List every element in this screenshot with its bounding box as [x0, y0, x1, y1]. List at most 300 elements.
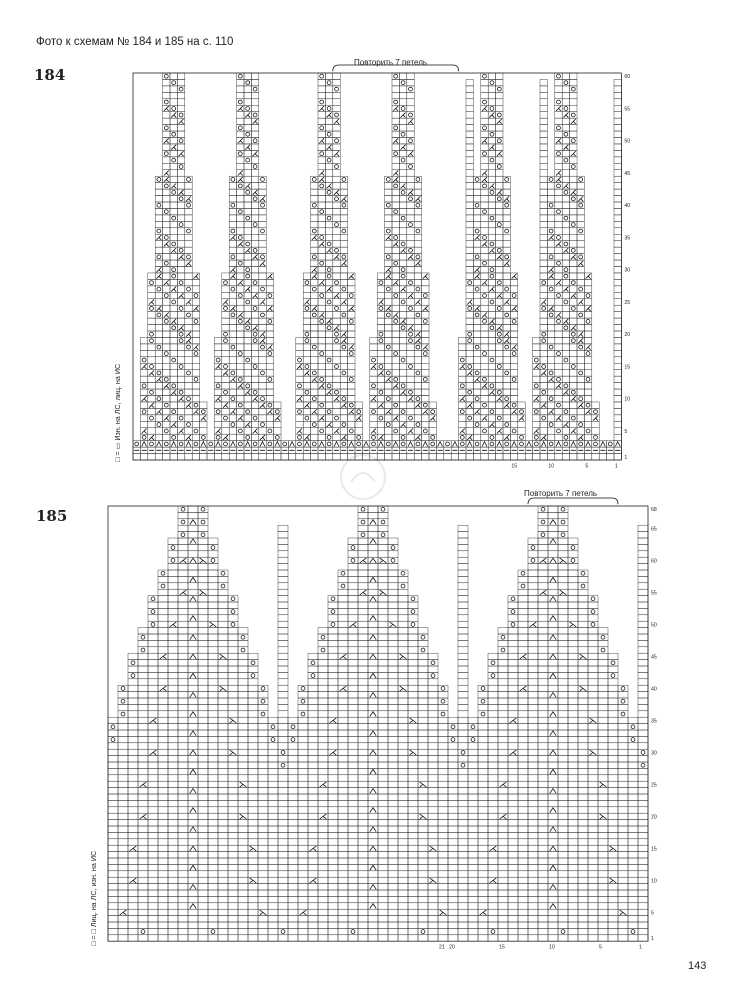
- double-decrease-icon: [550, 558, 556, 562]
- ssk-icon: [250, 846, 256, 850]
- chart-185-row-numbers: [651, 507, 657, 942]
- yarn-over-icon: [591, 610, 595, 614]
- chart-185-row-number: 65: [651, 526, 657, 533]
- double-decrease-icon: [550, 597, 556, 601]
- yarn-over-icon: [581, 584, 585, 588]
- yarn-over-icon: [411, 622, 415, 626]
- ssk-icon: [440, 910, 446, 914]
- double-decrease-icon: [370, 520, 376, 524]
- double-decrease-icon: [190, 808, 196, 812]
- k2tog-icon: [150, 750, 156, 754]
- k2tog-icon: [180, 590, 186, 594]
- yarn-over-icon: [561, 533, 565, 537]
- ssk-icon: [400, 686, 406, 690]
- yarn-over-icon: [351, 558, 355, 562]
- yarn-over-icon: [511, 597, 515, 601]
- yarn-over-icon: [631, 930, 635, 934]
- k2tog-icon: [170, 622, 176, 626]
- ssk-icon: [570, 622, 576, 626]
- double-decrease-icon: [190, 673, 196, 677]
- k2tog-icon: [360, 558, 366, 562]
- double-decrease-icon: [370, 673, 376, 677]
- chart-184-row-number: 10: [624, 396, 631, 403]
- yarn-over-icon: [141, 648, 145, 652]
- ssk-icon: [410, 718, 416, 722]
- yarn-over-icon: [541, 520, 545, 524]
- yarn-over-icon: [611, 661, 615, 665]
- chart-184-number: 184: [34, 66, 66, 84]
- yarn-over-icon: [641, 750, 645, 754]
- yarn-over-icon: [621, 699, 625, 703]
- ssk-icon: [230, 750, 236, 754]
- chart-185-row-number: 50: [651, 622, 657, 629]
- k2tog-icon: [330, 750, 336, 754]
- double-decrease-icon: [550, 520, 556, 524]
- yarn-over-icon: [331, 610, 335, 614]
- chart-184-row-number: 25: [624, 299, 631, 306]
- double-decrease-icon: [190, 731, 196, 735]
- yarn-over-icon: [161, 571, 165, 575]
- yarn-over-icon: [311, 674, 315, 678]
- ssk-icon: [580, 654, 586, 658]
- yarn-over-icon: [411, 610, 415, 614]
- k2tog-icon: [130, 878, 136, 882]
- double-decrease-icon: [190, 693, 196, 697]
- ssk-icon: [620, 910, 626, 914]
- ssk-icon: [420, 814, 426, 818]
- yarn-over-icon: [421, 635, 425, 639]
- yarn-over-icon: [641, 763, 645, 767]
- yarn-over-icon: [561, 520, 565, 524]
- double-decrease-icon: [190, 635, 196, 639]
- page-header: Фото к схемам № 184 и 185 на с. 110: [36, 36, 234, 48]
- k2tog-icon: [160, 686, 166, 690]
- ssk-icon: [380, 558, 386, 562]
- yarn-over-icon: [621, 686, 625, 690]
- yarn-over-icon: [391, 546, 395, 550]
- k2tog-icon: [140, 814, 146, 818]
- chart-184-column-number: 10: [548, 463, 555, 470]
- yarn-over-icon: [401, 584, 405, 588]
- double-decrease-icon: [190, 712, 196, 716]
- chart-184-row-number: 35: [624, 235, 631, 242]
- ssk-icon: [260, 910, 266, 914]
- yarn-over-icon: [591, 622, 595, 626]
- double-decrease-icon: [550, 885, 556, 889]
- double-decrease-icon: [550, 904, 556, 908]
- yarn-over-icon: [481, 699, 485, 703]
- yarn-over-icon: [251, 661, 255, 665]
- yarn-over-icon: [271, 738, 275, 742]
- yarn-over-icon: [341, 584, 345, 588]
- ssk-icon: [410, 750, 416, 754]
- yarn-over-icon: [321, 648, 325, 652]
- double-decrease-icon: [190, 654, 196, 658]
- yarn-over-icon: [151, 597, 155, 601]
- double-decrease-icon: [370, 789, 376, 793]
- yarn-over-icon: [341, 571, 345, 575]
- page-number: 143: [688, 960, 707, 972]
- yarn-over-icon: [611, 674, 615, 678]
- double-decrease-icon: [370, 769, 376, 773]
- chart-185-column-number: 15: [499, 944, 505, 951]
- double-decrease-icon: [550, 577, 556, 581]
- yarn-over-icon: [461, 763, 465, 767]
- chart-185-cells: [108, 506, 648, 941]
- yarn-over-icon: [131, 661, 135, 665]
- k2tog-icon: [480, 910, 486, 914]
- double-decrease-icon: [190, 789, 196, 793]
- chart-184-row-number: 50: [624, 138, 631, 145]
- yarn-over-icon: [301, 686, 305, 690]
- double-decrease-icon: [550, 654, 556, 658]
- chart-185-row-number: 20: [651, 814, 657, 821]
- yarn-over-icon: [131, 674, 135, 678]
- k2tog-icon: [130, 846, 136, 850]
- ssk-icon: [200, 590, 206, 594]
- chart-184-repeat-label: Повторить 7 петель: [354, 58, 428, 67]
- yarn-over-icon: [291, 725, 295, 729]
- yarn-over-icon: [381, 533, 385, 537]
- yarn-over-icon: [461, 750, 465, 754]
- k2tog-icon: [540, 590, 546, 594]
- double-decrease-icon: [370, 539, 376, 543]
- yarn-over-icon: [351, 546, 355, 550]
- k2tog-icon: [330, 718, 336, 722]
- yarn-over-icon: [471, 738, 475, 742]
- double-decrease-icon: [190, 865, 196, 869]
- yarn-over-icon: [121, 686, 125, 690]
- yarn-over-icon: [181, 507, 185, 511]
- yarn-over-icon: [281, 750, 285, 754]
- k2tog-icon: [140, 782, 146, 786]
- k2tog-icon: [510, 718, 516, 722]
- chart-184-row-number: 30: [624, 267, 631, 274]
- yarn-over-icon: [531, 546, 535, 550]
- yarn-over-icon: [321, 635, 325, 639]
- chart-185-column-number: 10: [549, 944, 555, 951]
- double-decrease-icon: [370, 712, 376, 716]
- chart-184-row-number: 40: [624, 203, 631, 210]
- yarn-over-icon: [261, 699, 265, 703]
- yarn-over-icon: [531, 558, 535, 562]
- double-decrease-icon: [550, 712, 556, 716]
- yarn-over-icon: [361, 533, 365, 537]
- chart-184-row-number: 5: [624, 428, 628, 435]
- yarn-over-icon: [231, 597, 235, 601]
- yarn-over-icon: [631, 725, 635, 729]
- double-decrease-icon: [370, 693, 376, 697]
- ssk-icon: [580, 686, 586, 690]
- k2tog-icon: [150, 718, 156, 722]
- ssk-icon: [380, 590, 386, 594]
- k2tog-icon: [490, 846, 496, 850]
- yarn-over-icon: [581, 571, 585, 575]
- k2tog-icon: [340, 654, 346, 658]
- yarn-over-icon: [501, 648, 505, 652]
- yarn-over-icon: [291, 738, 295, 742]
- chart-184-column-number: 5: [585, 463, 589, 470]
- yarn-over-icon: [491, 930, 495, 934]
- yarn-over-icon: [601, 648, 605, 652]
- ssk-icon: [560, 590, 566, 594]
- yarn-over-icon: [631, 738, 635, 742]
- k2tog-icon: [320, 814, 326, 818]
- double-decrease-icon: [190, 846, 196, 850]
- double-decrease-icon: [370, 865, 376, 869]
- chart-184-row-number: 20: [624, 332, 631, 339]
- double-decrease-icon: [370, 635, 376, 639]
- k2tog-icon: [360, 590, 366, 594]
- chart-185-column-number: 5: [599, 944, 602, 951]
- yarn-over-icon: [621, 712, 625, 716]
- yarn-over-icon: [511, 622, 515, 626]
- ssk-icon: [390, 622, 396, 626]
- yarn-over-icon: [441, 699, 445, 703]
- yarn-over-icon: [361, 507, 365, 511]
- chart-185-row-number: 35: [651, 718, 657, 725]
- double-decrease-icon: [370, 904, 376, 908]
- yarn-over-icon: [511, 610, 515, 614]
- k2tog-icon: [160, 654, 166, 658]
- chart-185-repeat-bracket: [528, 498, 618, 504]
- chart-184-row-number: 1: [624, 454, 628, 461]
- yarn-over-icon: [211, 930, 215, 934]
- chart-185-row-number: 55: [651, 590, 657, 597]
- yarn-over-icon: [171, 546, 175, 550]
- chart-185-row-number: 1: [651, 936, 654, 942]
- k2tog-icon: [310, 878, 316, 882]
- ssk-icon: [230, 718, 236, 722]
- yarn-over-icon: [601, 635, 605, 639]
- ssk-icon: [220, 686, 226, 690]
- chart-185-number: 185: [36, 507, 68, 525]
- chart-185-repeat-label: Повторить 7 петель: [524, 489, 598, 498]
- yarn-over-icon: [441, 712, 445, 716]
- k2tog-icon: [310, 846, 316, 850]
- yarn-over-icon: [471, 725, 475, 729]
- double-decrease-icon: [370, 750, 376, 754]
- yarn-over-icon: [421, 648, 425, 652]
- chart-184-legend-text: □ = ▭ Изн. на ЛС, лиц. на ИС: [113, 363, 122, 462]
- yarn-over-icon: [111, 738, 115, 742]
- chart-185-column-number: 21: [439, 944, 445, 951]
- ssk-icon: [200, 558, 206, 562]
- yarn-over-icon: [411, 597, 415, 601]
- k2tog-icon: [490, 878, 496, 882]
- double-decrease-icon: [190, 520, 196, 524]
- k2tog-icon: [320, 782, 326, 786]
- double-decrease-icon: [190, 885, 196, 889]
- yarn-over-icon: [441, 686, 445, 690]
- double-decrease-icon: [190, 558, 196, 562]
- yarn-over-icon: [381, 520, 385, 524]
- k2tog-icon: [540, 558, 546, 562]
- yarn-over-icon: [401, 571, 405, 575]
- yarn-over-icon: [161, 584, 165, 588]
- yarn-over-icon: [151, 610, 155, 614]
- double-decrease-icon: [370, 558, 376, 562]
- ssk-icon: [420, 782, 426, 786]
- yarn-over-icon: [331, 597, 335, 601]
- k2tog-icon: [500, 782, 506, 786]
- ssk-icon: [210, 622, 216, 626]
- yarn-over-icon: [541, 533, 545, 537]
- double-decrease-icon: [190, 597, 196, 601]
- double-decrease-icon: [190, 616, 196, 620]
- yarn-over-icon: [311, 661, 315, 665]
- ssk-icon: [610, 878, 616, 882]
- chart-184-row-number: 55: [624, 106, 631, 113]
- chart-185-column-numbers: [439, 945, 642, 951]
- yarn-over-icon: [241, 648, 245, 652]
- yarn-over-icon: [251, 674, 255, 678]
- double-decrease-icon: [190, 769, 196, 773]
- double-decrease-icon: [370, 731, 376, 735]
- ssk-icon: [240, 782, 246, 786]
- yarn-over-icon: [151, 622, 155, 626]
- double-decrease-icon: [550, 865, 556, 869]
- double-decrease-icon: [550, 673, 556, 677]
- chart-185-legend-text: □ = □ Лиц. на ЛС, изн. на ИС: [89, 850, 98, 946]
- yarn-over-icon: [281, 763, 285, 767]
- yarn-over-icon: [301, 712, 305, 716]
- yarn-over-icon: [561, 507, 565, 511]
- yarn-over-icon: [231, 610, 235, 614]
- double-decrease-icon: [370, 827, 376, 831]
- ssk-icon: [590, 750, 596, 754]
- yarn-over-icon: [361, 520, 365, 524]
- ssk-icon: [600, 814, 606, 818]
- chart-184-column-number: 15: [511, 463, 518, 470]
- double-decrease-icon: [190, 750, 196, 754]
- yarn-over-icon: [381, 507, 385, 511]
- chart-184-row-number: 45: [624, 170, 631, 177]
- chart-185-row-number: 30: [651, 750, 657, 757]
- k2tog-icon: [340, 686, 346, 690]
- double-decrease-icon: [190, 539, 196, 543]
- ssk-icon: [600, 782, 606, 786]
- yarn-over-icon: [451, 738, 455, 742]
- yarn-over-icon: [181, 520, 185, 524]
- yarn-over-icon: [281, 930, 285, 934]
- yarn-over-icon: [121, 699, 125, 703]
- ssk-icon: [430, 846, 436, 850]
- yarn-over-icon: [111, 725, 115, 729]
- k2tog-icon: [180, 558, 186, 562]
- double-decrease-icon: [550, 635, 556, 639]
- yarn-over-icon: [241, 635, 245, 639]
- k2tog-icon: [300, 910, 306, 914]
- ssk-icon: [250, 878, 256, 882]
- yarn-over-icon: [331, 622, 335, 626]
- chart-185-row-number: 15: [651, 846, 657, 853]
- chart-185-row-number: 45: [651, 654, 657, 661]
- double-decrease-icon: [550, 693, 556, 697]
- yarn-over-icon: [181, 533, 185, 537]
- yarn-over-icon: [261, 686, 265, 690]
- yarn-over-icon: [561, 930, 565, 934]
- double-decrease-icon: [550, 769, 556, 773]
- chart-185-column-number: 1: [639, 944, 642, 951]
- yarn-over-icon: [211, 558, 215, 562]
- k2tog-icon: [510, 750, 516, 754]
- chart-184-column-number: 1: [615, 463, 618, 470]
- yarn-over-icon: [201, 507, 205, 511]
- double-decrease-icon: [550, 827, 556, 831]
- yarn-over-icon: [451, 725, 455, 729]
- chart-185-row-number: 40: [651, 686, 657, 693]
- double-decrease-icon: [370, 597, 376, 601]
- chart-185-row-number: 5: [651, 910, 654, 917]
- double-decrease-icon: [190, 577, 196, 581]
- double-decrease-icon: [370, 654, 376, 658]
- double-decrease-icon: [550, 731, 556, 735]
- double-decrease-icon: [370, 846, 376, 850]
- double-decrease-icon: [550, 539, 556, 543]
- yarn-over-icon: [201, 520, 205, 524]
- yarn-over-icon: [261, 712, 265, 716]
- yarn-over-icon: [491, 661, 495, 665]
- yarn-over-icon: [141, 635, 145, 639]
- ssk-icon: [590, 718, 596, 722]
- double-decrease-icon: [550, 846, 556, 850]
- yarn-over-icon: [271, 725, 275, 729]
- double-decrease-icon: [550, 789, 556, 793]
- k2tog-icon: [520, 654, 526, 658]
- yarn-over-icon: [201, 533, 205, 537]
- chart-184-row-number: 60: [624, 74, 631, 81]
- double-decrease-icon: [550, 616, 556, 620]
- ssk-icon: [240, 814, 246, 818]
- chart-185-row-number: 10: [651, 878, 657, 885]
- yarn-over-icon: [141, 930, 145, 934]
- chart-184-row-number: 15: [624, 364, 631, 371]
- chart-185-row-number: 25: [651, 782, 657, 789]
- yarn-over-icon: [421, 930, 425, 934]
- double-decrease-icon: [190, 827, 196, 831]
- yarn-over-icon: [351, 930, 355, 934]
- double-decrease-icon: [550, 750, 556, 754]
- yarn-over-icon: [221, 584, 225, 588]
- k2tog-icon: [530, 622, 536, 626]
- yarn-over-icon: [481, 686, 485, 690]
- yarn-over-icon: [391, 558, 395, 562]
- k2tog-icon: [520, 686, 526, 690]
- double-decrease-icon: [370, 885, 376, 889]
- double-decrease-icon: [370, 808, 376, 812]
- yarn-over-icon: [541, 507, 545, 511]
- yarn-over-icon: [481, 712, 485, 716]
- yarn-over-icon: [571, 558, 575, 562]
- double-decrease-icon: [370, 577, 376, 581]
- chart-185-column-number: 20: [449, 944, 455, 951]
- yarn-over-icon: [521, 584, 525, 588]
- ssk-icon: [560, 558, 566, 562]
- yarn-over-icon: [211, 546, 215, 550]
- yarn-over-icon: [231, 622, 235, 626]
- yarn-over-icon: [501, 635, 505, 639]
- double-decrease-icon: [190, 904, 196, 908]
- yarn-over-icon: [121, 712, 125, 716]
- yarn-over-icon: [171, 558, 175, 562]
- yarn-over-icon: [221, 571, 225, 575]
- yarn-over-icon: [521, 571, 525, 575]
- chart-185-row-number: 68: [651, 507, 657, 514]
- k2tog-icon: [500, 814, 506, 818]
- double-decrease-icon: [370, 616, 376, 620]
- yarn-over-icon: [431, 661, 435, 665]
